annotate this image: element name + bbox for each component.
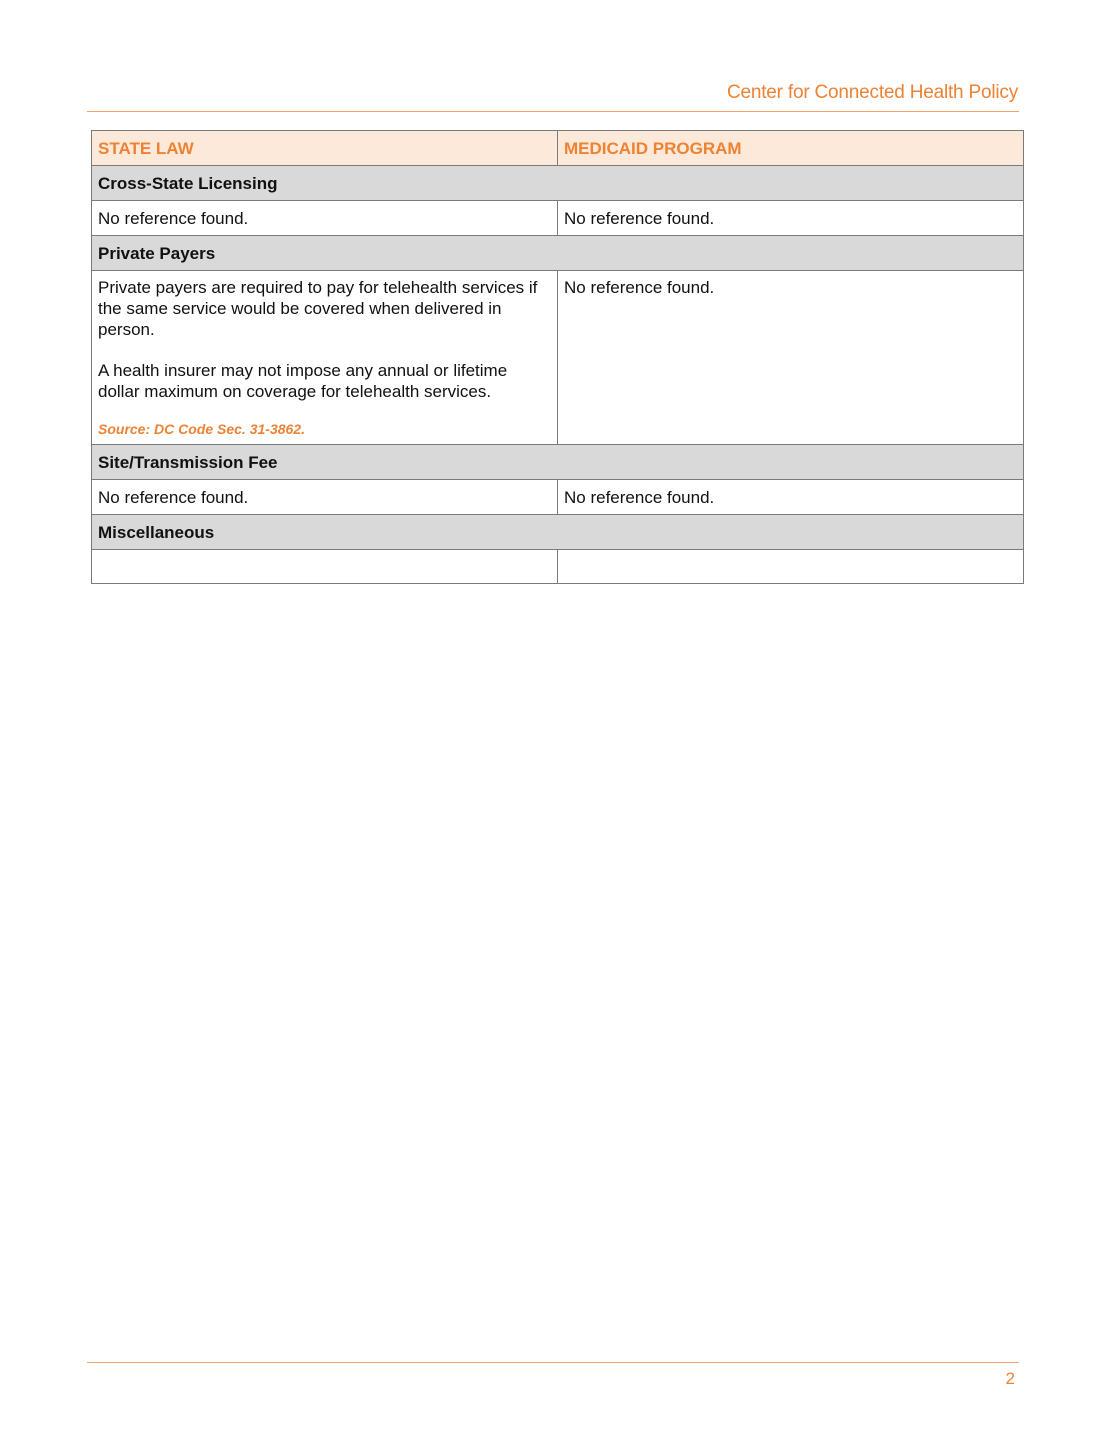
policy-table bbox=[91, 130, 1024, 584]
section-title: Cross-State Licensing bbox=[92, 166, 1024, 201]
column-header-state-law: STATE LAW bbox=[92, 131, 558, 166]
table-row bbox=[92, 271, 1024, 445]
section-title: Miscellaneous bbox=[92, 515, 1024, 550]
section-row-site-transmission-fee bbox=[92, 445, 1024, 480]
state-law-paragraph: A health insurer may not impose any annual or lifetime dollar maximum on coverage for telehealth services. bbox=[98, 361, 508, 401]
state-law-cell: No reference found. bbox=[92, 201, 558, 236]
state-law-paragraph: Private payers are required to pay for telehealth services if the same service would be covered when delivered in person. bbox=[98, 278, 538, 339]
page-number: 2 bbox=[1005, 1369, 1015, 1388]
medicaid-cell: No reference found. bbox=[558, 271, 1024, 445]
medicaid-cell: No reference found. bbox=[558, 480, 1024, 515]
state-law-cell: No reference found. bbox=[92, 480, 558, 515]
medicaid-cell: No reference found. bbox=[558, 201, 1024, 236]
state-law-cell bbox=[92, 271, 558, 445]
table-row bbox=[92, 201, 1024, 236]
organization-name: Center for Connected Health Policy bbox=[726, 82, 1018, 103]
table-header-row bbox=[92, 131, 1024, 166]
column-header-medicaid-program: MEDICAID PROGRAM bbox=[558, 131, 1024, 166]
state-law-cell bbox=[92, 550, 558, 584]
medicaid-cell bbox=[558, 550, 1024, 584]
table-row bbox=[92, 480, 1024, 515]
footer-divider bbox=[87, 1362, 1019, 1363]
section-row-private-payers bbox=[92, 236, 1024, 271]
section-row-miscellaneous bbox=[92, 515, 1024, 550]
table-row bbox=[92, 550, 1024, 584]
header-divider bbox=[87, 111, 1019, 112]
source-citation: Source: DC Code Sec. 31-3862. bbox=[98, 421, 305, 437]
section-title: Site/Transmission Fee bbox=[92, 445, 1024, 480]
section-row-cross-state-licensing bbox=[92, 166, 1024, 201]
section-title: Private Payers bbox=[92, 236, 1024, 271]
